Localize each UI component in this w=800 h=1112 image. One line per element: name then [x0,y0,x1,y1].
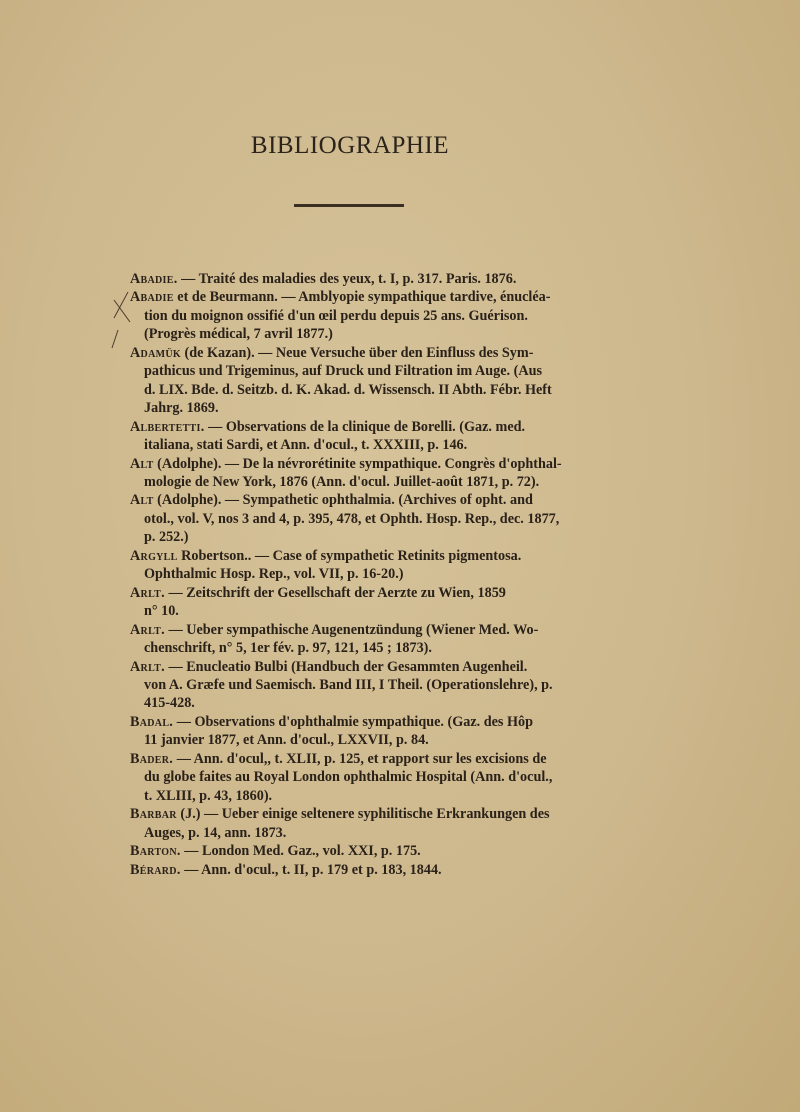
entry-line: pathicus und Trigeminus, auf Druck und Filtration im Auge. (Aus [144,363,542,380]
title-rule [294,204,404,207]
entry-line: — Zeitschrift der Gesellschaft der Aerzte zu Wien, 1859 [164,584,506,601]
entry-line: — London Med. Gaz., vol. XXI, p. 175. [180,843,421,860]
entry-line: (J.) — Ueber einige seltenere syphilitische Erkrankungen des [176,806,550,823]
bibliography-entry [130,621,570,658]
bibliography-entry [130,455,570,492]
entry-author: Barbar [130,806,177,823]
entry-author: Arlt. [130,621,165,638]
pencil-mark [110,290,132,350]
entry-line: chenschrift, n° 5, 1er fév. p. 97, 121, 145 ; 1873). [144,640,432,657]
entry-line: — Ueber sympathische Augenentzündung (Wiener Med. Wo- [164,621,539,638]
entry-line: Jahrg. 1869. [144,400,219,417]
bibliography-entry [130,344,570,418]
bibliography-entry [130,842,570,860]
bibliography-entry [130,491,570,546]
entry-line: 415-428. [144,695,195,712]
bibliography-entry [130,658,570,713]
entry-line: — Traité des maladies des yeux, t. I, p. 317. Paris. 1876. [177,271,517,287]
bibliography-entry [130,584,570,621]
bibliography-entry [130,750,570,805]
entry-line: du globe faites au Royal London ophthalmic Hospital (Ann. d'ocul., [144,769,553,786]
entry-line: — Ann. d'ocul., t. II, p. 179 et p. 183, 1844. [180,861,442,878]
entry-line: Auges, p. 14, ann. 1873. [144,824,287,841]
entry-line: (de Kazan). — Neue Versuche über den Einfluss des Sym- [180,344,534,361]
entry-author: Abadie [130,289,174,306]
bibliography-entry [130,547,570,584]
entry-author: Arlt. [130,658,165,675]
entry-line: (Progrès médical, 7 avril 1877.) [144,326,333,343]
entry-line: tion du moignon ossifié d'un œil perdu depuis 25 ans. Guérison. [144,307,528,324]
entry-line: d. LIX. Bde. d. Seitzb. d. K. Akad. d. Wissensch. II Abth. Fébr. Heft [144,381,552,398]
entry-author: Argyll [130,547,178,564]
entry-author: Bader. [130,750,174,767]
entry-line: (Adolphe). — De la névrorétinite sympathique. Congrès d'ophthal- [153,455,562,472]
page-title: BIBLIOGRAPHIE [250,132,450,159]
entry-line: — Observations de la clinique de Borelli. (Gaz. med. [204,418,526,435]
bibliography-entry [130,805,570,842]
entry-author: Bérard. [130,861,181,878]
entry-author: Abadie. [130,271,178,287]
entry-line: Ophthalmic Hosp. Rep., vol. VII, p. 16-20.) [144,566,404,583]
entry-author: Albertetti. [130,418,205,435]
bibliography-entry [130,418,570,455]
entry-author: Arlt. [130,584,165,601]
entry-line: (Adolphe). — Sympathetic ophthalmia. (Archives of opht. and [153,492,533,509]
entry-author: Alt [130,492,154,509]
entry-author: Alt [130,455,154,472]
entry-line: — Ann. d'ocul,, t. XLII, p. 125, et rapport sur les excisions de [173,750,547,767]
bibliography-entry [130,861,570,879]
entry-line: et de Beurmann. — Amblyopie sympathique tardive, énucléa- [173,289,551,306]
entry-line: von A. Græfe und Saemisch. Band III, I Theil. (Operationslehre), p. [144,676,553,693]
bibliography-entry [130,288,570,343]
entry-line: p. 252.) [144,529,189,546]
entry-author: Adamük [130,344,181,361]
entry-line: 11 janvier 1877, et Ann. d'ocul., LXXVII, p. 84. [144,732,429,749]
bibliography-entry [130,270,570,288]
entry-line: italiana, stati Sardi, et Ann. d'ocul., t. XXXIII, p. 146. [144,437,468,454]
entry-author: Badal. [130,713,174,730]
bibliography-entry [130,713,570,750]
entry-line: mologie de New York, 1876 (Ann. d'ocul. Juillet-août 1871, p. 72). [144,473,540,490]
entry-line: Robertson.. — Case of sympathetic Retinits pigmentosa. [177,547,522,564]
entry-line: otol., vol. V, nos 3 and 4, p. 395, 478, et Ophth. Hosp. Rep., dec. 1877, [144,510,560,527]
entry-author: Barton. [130,843,181,860]
entry-line: n° 10. [144,603,179,620]
bibliography-list [130,270,570,879]
entry-line: t. XLIII, p. 43, 1860). [144,787,273,804]
entry-line: — Observations d'ophthalmie sympathique. (Gaz. des Hôp [173,713,534,730]
entry-line: — Enucleatio Bulbi (Handbuch der Gesammten Augenheil. [164,658,528,675]
